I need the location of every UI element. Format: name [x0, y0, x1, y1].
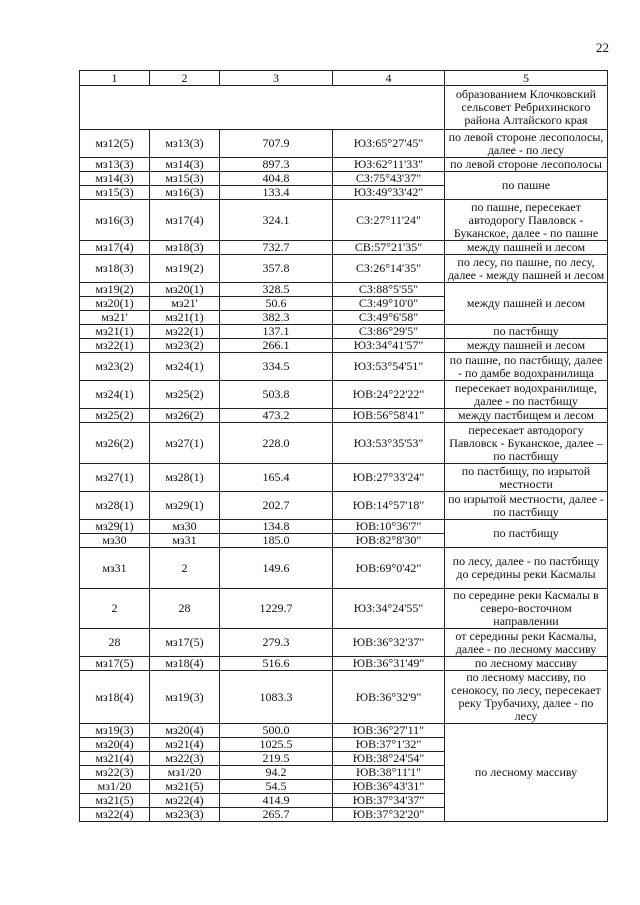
table-row: [80, 172, 608, 186]
length-cell: 137.1: [220, 325, 333, 339]
description-cell: между пашней и лесом: [445, 283, 608, 325]
azimuth-cell: ЮВ:36°27'11": [333, 724, 445, 738]
azimuth-cell: ЮВ:36°43'31": [333, 780, 445, 794]
from-cell: мз26(2): [80, 423, 150, 464]
length-cell: 1025.5: [220, 738, 333, 752]
length-cell: 185.0: [220, 534, 333, 548]
azimuth-cell: ЮВ:37°1'32": [333, 738, 445, 752]
azimuth-cell: ЮВ:38°11'1": [333, 766, 445, 780]
from-cell: мз13(3): [80, 158, 150, 172]
azimuth-cell: ЮЗ:34°24'55": [333, 589, 445, 629]
length-cell: 324.1: [220, 200, 333, 241]
to-cell: 28: [150, 589, 220, 629]
table-row: [80, 381, 608, 409]
azimuth-cell: ЮВ:24°22'22": [333, 381, 445, 409]
from-cell: мз21': [80, 311, 150, 325]
from-cell: мз18(4): [80, 671, 150, 724]
from-cell: мз21(1): [80, 325, 150, 339]
to-cell: мз22(3): [150, 752, 220, 766]
length-cell: 134.8: [220, 520, 333, 534]
description-cell: по лесному массиву: [445, 657, 608, 671]
intro-blank-cell: [80, 86, 445, 130]
header-cell: 2: [150, 71, 220, 86]
from-cell: мз21(4): [80, 752, 150, 766]
table-row: [80, 255, 608, 283]
from-cell: мз17(5): [80, 657, 150, 671]
to-cell: мз25(2): [150, 381, 220, 409]
to-cell: мз21(5): [150, 780, 220, 794]
azimuth-cell: ЮВ:10°36'7": [333, 520, 445, 534]
to-cell: мз16(3): [150, 186, 220, 200]
length-cell: 1083.3: [220, 671, 333, 724]
azimuth-cell: ЮВ:36°32'9": [333, 671, 445, 724]
to-cell: мз21': [150, 297, 220, 311]
length-cell: 500.0: [220, 724, 333, 738]
azimuth-cell: ЮЗ:53°35'53": [333, 423, 445, 464]
from-cell: мз25(2): [80, 409, 150, 423]
azimuth-cell: СЗ:86°29'5": [333, 325, 445, 339]
description-cell: по левой стороне лесополосы, далее - по лесу: [445, 130, 608, 158]
header-cell: 3: [220, 71, 333, 86]
from-cell: мз17(4): [80, 241, 150, 255]
table-row: [80, 724, 608, 738]
length-cell: 54.5: [220, 780, 333, 794]
description-cell: по лесному массиву: [445, 724, 608, 822]
from-cell: мз27(1): [80, 464, 150, 492]
description-cell: по пастбищу, по изрытой местности: [445, 464, 608, 492]
to-cell: мз13(3): [150, 130, 220, 158]
to-cell: мз21(1): [150, 311, 220, 325]
from-cell: мз15(3): [80, 186, 150, 200]
table-row: [80, 353, 608, 381]
length-cell: 897.3: [220, 158, 333, 172]
to-cell: мз19(3): [150, 671, 220, 724]
to-cell: мз17(5): [150, 629, 220, 657]
azimuth-cell: СЗ:49°10'0": [333, 297, 445, 311]
table-row: [80, 657, 608, 671]
azimuth-cell: ЮВ:14°57'18": [333, 492, 445, 520]
description-cell: от середины реки Касмалы, далее - по лесному массиву: [445, 629, 608, 657]
from-cell: мз22(3): [80, 766, 150, 780]
description-cell: по лесному массиву, по сенокосу, по лесу, пересекает реку Трубачиху, далее - по лесу: [445, 671, 608, 724]
from-cell: мз20(1): [80, 297, 150, 311]
description-cell: по лесу, по пашне, по лесу, далее - между пашней и лесом: [445, 255, 608, 283]
table-row: [80, 339, 608, 353]
to-cell: мз23(2): [150, 339, 220, 353]
length-cell: 382.3: [220, 311, 333, 325]
from-cell: мз21(5): [80, 794, 150, 808]
length-cell: 357.8: [220, 255, 333, 283]
table-row: [80, 629, 608, 657]
table-row: [80, 325, 608, 339]
description-cell: по пашне, пересекает автодорогу Павловск - Буканское, далее - по пашне: [445, 200, 608, 241]
table-row: [80, 548, 608, 589]
from-cell: мз23(2): [80, 353, 150, 381]
length-cell: 265.7: [220, 808, 333, 822]
to-cell: мз24(1): [150, 353, 220, 381]
to-cell: мз15(3): [150, 172, 220, 186]
from-cell: мз28(1): [80, 492, 150, 520]
azimuth-cell: СЗ:26°14'35": [333, 255, 445, 283]
table-row: [80, 158, 608, 172]
azimuth-cell: ЮВ:38°24'54": [333, 752, 445, 766]
to-cell: мз14(3): [150, 158, 220, 172]
from-cell: мз19(2): [80, 283, 150, 297]
length-cell: 707.9: [220, 130, 333, 158]
from-cell: мз16(3): [80, 200, 150, 241]
azimuth-cell: СЗ:49°6'58": [333, 311, 445, 325]
description-cell: по пастбищу: [445, 520, 608, 548]
to-cell: мз1/20: [150, 766, 220, 780]
to-cell: мз30: [150, 520, 220, 534]
description-cell: между пашней и лесом: [445, 241, 608, 255]
azimuth-cell: ЮВ:37°34'37": [333, 794, 445, 808]
header-cell: 4: [333, 71, 445, 86]
intro-row: [80, 86, 608, 130]
to-cell: мз22(1): [150, 325, 220, 339]
to-cell: мз27(1): [150, 423, 220, 464]
length-cell: 165.4: [220, 464, 333, 492]
azimuth-cell: ЮВ:36°32'37": [333, 629, 445, 657]
from-cell: мз19(3): [80, 724, 150, 738]
table-row: [80, 409, 608, 423]
azimuth-cell: ЮЗ:34°41'57": [333, 339, 445, 353]
table-row: [80, 492, 608, 520]
boundary-table: [79, 70, 608, 822]
length-cell: 516.6: [220, 657, 333, 671]
table-row: [80, 589, 608, 629]
description-cell: по пастбищу: [445, 325, 608, 339]
azimuth-cell: СЗ:27°11'24": [333, 200, 445, 241]
description-cell: по середине реки Касмалы в северо-восточном направлении: [445, 589, 608, 629]
description-cell: по пашне: [445, 172, 608, 200]
azimuth-cell: ЮЗ:65°27'45": [333, 130, 445, 158]
table-row: [80, 423, 608, 464]
description-cell: пересекает автодорогу Павловск - Буканское, далее – по пастбищу: [445, 423, 608, 464]
from-cell: мз24(1): [80, 381, 150, 409]
azimuth-cell: ЮВ:27°33'24": [333, 464, 445, 492]
from-cell: мз20(4): [80, 738, 150, 752]
azimuth-cell: ЮВ:56°58'41": [333, 409, 445, 423]
azimuth-cell: ЮВ:69°0'42": [333, 548, 445, 589]
intro-text-cell: образованием Клочковский сельсовет Ребрихинского района Алтайского края: [445, 86, 608, 130]
length-cell: 149.6: [220, 548, 333, 589]
length-cell: 133.4: [220, 186, 333, 200]
length-cell: 219.5: [220, 752, 333, 766]
length-cell: 328.5: [220, 283, 333, 297]
table-row: [80, 520, 608, 534]
azimuth-cell: ЮЗ:53°54'51": [333, 353, 445, 381]
from-cell: мз22(4): [80, 808, 150, 822]
to-cell: мз17(4): [150, 200, 220, 241]
table-row: [80, 671, 608, 724]
length-cell: 228.0: [220, 423, 333, 464]
description-cell: по пашне, по пастбищу, далее - по дамбе водохранилища: [445, 353, 608, 381]
azimuth-cell: ЮВ:82°8'30": [333, 534, 445, 548]
azimuth-cell: СЗ:75°43'37": [333, 172, 445, 186]
page-number: 22: [596, 40, 609, 55]
length-cell: 473.2: [220, 409, 333, 423]
table-row: [80, 200, 608, 241]
table-row: [80, 241, 608, 255]
from-cell: мз31: [80, 548, 150, 589]
length-cell: 266.1: [220, 339, 333, 353]
description-cell: по левой стороне лесополосы: [445, 158, 608, 172]
from-cell: мз12(5): [80, 130, 150, 158]
length-cell: 732.7: [220, 241, 333, 255]
to-cell: мз31: [150, 534, 220, 548]
to-cell: мз22(4): [150, 794, 220, 808]
azimuth-cell: СЗ:88°5'55": [333, 283, 445, 297]
length-cell: 1229.7: [220, 589, 333, 629]
from-cell: 2: [80, 589, 150, 629]
table-row: [80, 283, 608, 297]
from-cell: 28: [80, 629, 150, 657]
description-cell: между пастбищем и лесом: [445, 409, 608, 423]
description-cell: между пашней и лесом: [445, 339, 608, 353]
description-cell: пересекает водохранилище, далее - по пастбищу: [445, 381, 608, 409]
to-cell: мз23(3): [150, 808, 220, 822]
length-cell: 414.9: [220, 794, 333, 808]
to-cell: мз18(4): [150, 657, 220, 671]
length-cell: 334.5: [220, 353, 333, 381]
header-cell: 5: [445, 71, 608, 86]
azimuth-cell: СВ:57°21'35": [333, 241, 445, 255]
to-cell: мз19(2): [150, 255, 220, 283]
description-cell: по лесу, далее - по пастбищу до середины реки Касмалы: [445, 548, 608, 589]
to-cell: мз20(4): [150, 724, 220, 738]
from-cell: мз1/20: [80, 780, 150, 794]
length-cell: 202.7: [220, 492, 333, 520]
to-cell: мз28(1): [150, 464, 220, 492]
to-cell: мз18(3): [150, 241, 220, 255]
azimuth-cell: ЮЗ:62°11'33": [333, 158, 445, 172]
from-cell: мз29(1): [80, 520, 150, 534]
from-cell: мз18(3): [80, 255, 150, 283]
table-row: [80, 130, 608, 158]
length-cell: 404.8: [220, 172, 333, 186]
to-cell: 2: [150, 548, 220, 589]
length-cell: 503.8: [220, 381, 333, 409]
to-cell: мз20(1): [150, 283, 220, 297]
length-cell: 94.2: [220, 766, 333, 780]
from-cell: мз14(3): [80, 172, 150, 186]
from-cell: мз22(1): [80, 339, 150, 353]
length-cell: 50.6: [220, 297, 333, 311]
to-cell: мз21(4): [150, 738, 220, 752]
header-cell: 1: [80, 71, 150, 86]
azimuth-cell: ЮЗ:49°33'42": [333, 186, 445, 200]
from-cell: мз30: [80, 534, 150, 548]
table-row: [80, 464, 608, 492]
length-cell: 279.3: [220, 629, 333, 657]
description-cell: по изрытой местности, далее - по пастбищу: [445, 492, 608, 520]
to-cell: мз26(2): [150, 409, 220, 423]
azimuth-cell: ЮВ:37°32'20": [333, 808, 445, 822]
table-header-row: [80, 71, 608, 86]
to-cell: мз29(1): [150, 492, 220, 520]
azimuth-cell: ЮВ:36°31'49": [333, 657, 445, 671]
